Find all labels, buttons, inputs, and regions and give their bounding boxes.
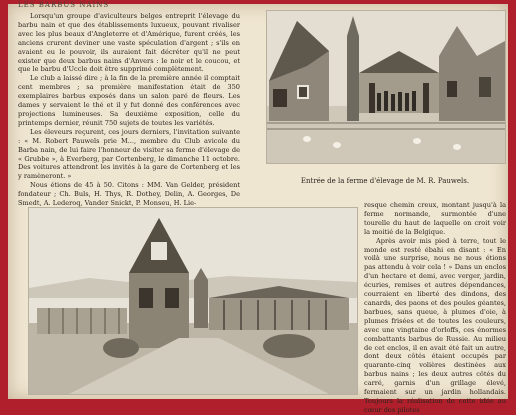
paragraph: resque chemin creux, montant jusqu'à la ferme normande, surmontée d'une tourelle du haut de laquelle on croit voir la moitié de la Belgique. [364, 201, 506, 236]
paragraph: Lorsqu'un groupe d'aviculteurs belges entreprit l'élevage du barbu nain et que des établissements luxueux, pouvant rivaliser avec les plus beaux d'Angleterre et d'Amérique, furent créés, les anciens crurent deviner une vaste spéculation d'argent ; s'ils en avaient eu le pouvoir, ils auraient fait décréter qu'il ne peut exister que deux barbus nains d'Anvers : le noir et le coucou, et que le barbu d'Uccle doit être supprimé complètement. [18, 12, 240, 74]
farm-entrance-photo [266, 10, 506, 164]
farm-buildings-photo [28, 207, 358, 395]
paragraph: Après avoir mis pied à terre, tout le monde est resté ébahi en disant : « En voilà une surprise, nous ne nous étions pas attendu à voir cela ! » Dans un enclos d'un hectare et demi, avec verger, jardin, écuries, remises et autres dépendances, courraient en liberté des dindons, des canards, des paons et des poules géantes, barbues, sans queue, à plumes d'oie, à plumes frisées et de toutes les couleurs, avec une vingtaine d'orloffs, ces énormes combattants barbus de Russie. Au milieu de cet enclos, il en avait été fait un autre, dont deux côtés étaient occupés par quarante-cinq volières destinées aux barbus nains ; les deux autres côtés du carré, garnis d'un grillage élevé, fermaient sur un jardin hollandais. Toujours la réalisation de cette idée au cœur des pilotes [364, 236, 506, 414]
paragraph: Les éleveurs reçurent, ces jours derniers, l'invitation suivante : « M. Robert Pauwels prie M..., membre du Club avicole du Barba nain, de lui faire l'honneur de visiter sa ferme d'élevage de « Grubbe », à Everberg, par Cortenberg, le dimanche 11 octobre. Des voitures attendront les invités à la gare de Cortenberg et les y ramèneront. » [18, 127, 240, 181]
paragraph: Nous étions de 45 à 50. Citons : MM. Van Gelder, président fondateur ; Ch. Buls, H. Thys, R. Dothey, Delin, A. Georges, De Smedt, A. Lederoq, Vander Snickt, P. Monseu, H. Lie- [18, 181, 240, 208]
paragraph: Le club a laissé dire ; à la fin de la première année il comptait cent membres ; sa première manifestation était de 350 exemplaires barbus exposés dans un salon paré de fleurs. Les dames y servaient le thé et il y fut donné des conférences avec projections lumineuses. Sa deuxième exposition, celle du printemps dernier, réunit 750 sujets de toutes les variétés. [18, 74, 240, 127]
right-text-column [364, 201, 506, 415]
photo-caption: Entrée de la ferme d'élevage de M. R. Pauwels. [300, 177, 470, 185]
magazine-page [8, 1, 508, 414]
left-text-column [18, 12, 240, 208]
running-header: LES BARBUS NAINS [18, 1, 110, 9]
